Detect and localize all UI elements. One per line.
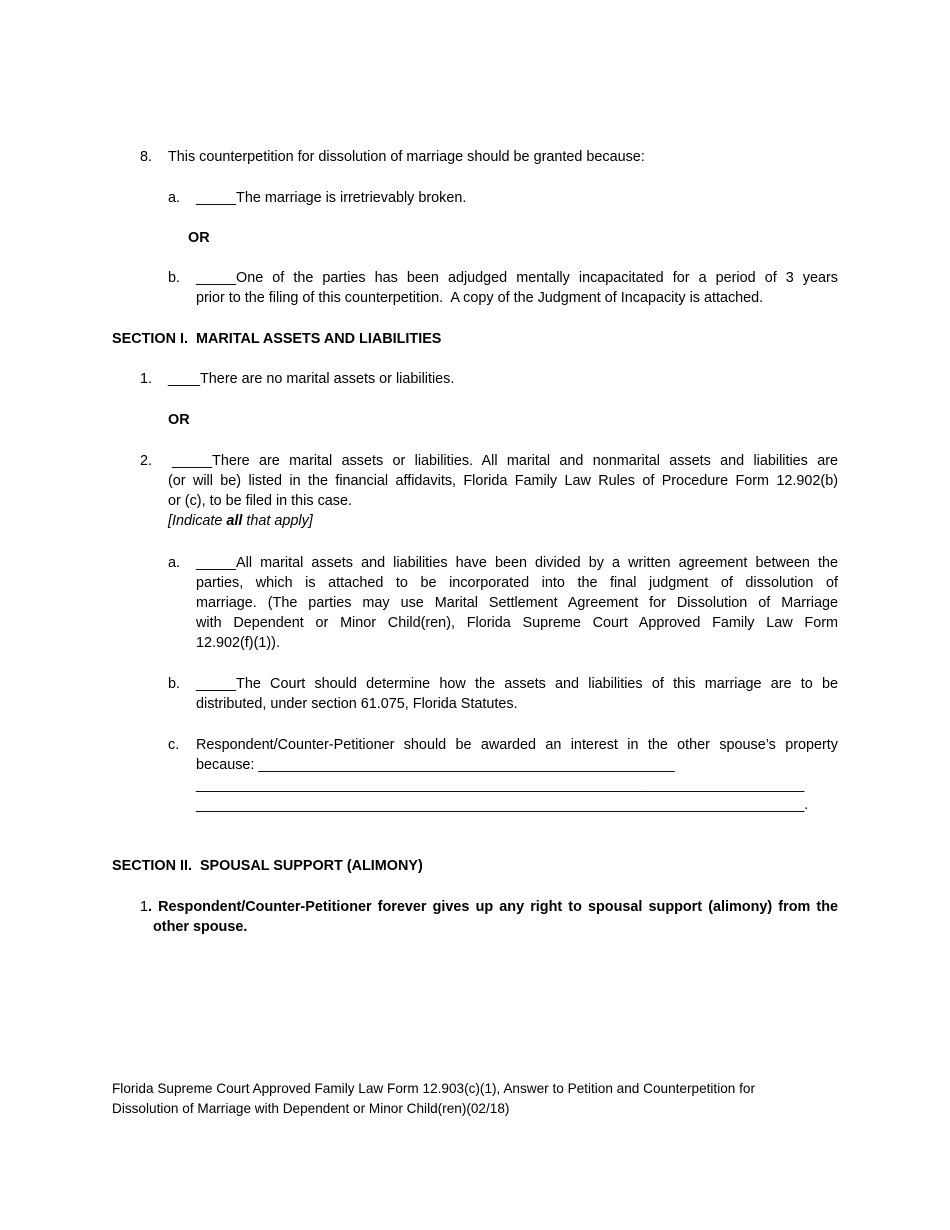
- s1-item-c-line-4[interactable]: ____________________________________________________________________________.: [196, 797, 809, 813]
- s1-item-c-line-3[interactable]: ____________________________________________________________________________: [196, 777, 805, 793]
- section-2-heading: SECTION II. SPOUSAL SUPPORT (ALIMONY): [112, 858, 423, 874]
- indicate-post: that apply]: [242, 513, 313, 529]
- item-8-number: 8.: [140, 149, 153, 165]
- s1-item-a-text-1: All marital assets and liabilities have been divided by a written agreement between the: [236, 555, 838, 571]
- s1-item-c-letter: c.: [168, 737, 180, 753]
- s1-item-a-line-2: parties, which is attached to be incorporated into the final judgment of dissolution of: [196, 575, 838, 591]
- s1-item-b-blank[interactable]: _____: [196, 676, 237, 692]
- item-8a-text: The marriage is irretrievably broken.: [236, 190, 467, 206]
- s1-item-1-text: There are no marital assets or liabilities.: [200, 371, 455, 387]
- item-8-or: OR: [188, 230, 210, 246]
- s1-item-c-line-1: Respondent/Counter-Petitioner should be awarded an interest in the other spouse’s property: [196, 737, 838, 753]
- item-8a-blank[interactable]: _____: [196, 190, 237, 206]
- s1-item-a-line-5: 12.902(f)(1)).: [196, 635, 280, 651]
- s2-item-1-line-1: . Respondent/Counter-Petitioner forever gives up any right to spousal support (alimony) from the: [148, 899, 838, 915]
- s1-item-2-line-1: [172, 451, 838, 471]
- s1-item-2-line-2: (or will be) listed in the financial affidavits, Florida Family Law Rules of Procedure Form 12.902(b): [168, 473, 838, 489]
- footer-line-2: Dissolution of Marriage with Dependent or Minor Child(ren)(02/18): [112, 1101, 510, 1116]
- section-1-or: OR: [168, 412, 190, 428]
- s1-item-a-letter: a.: [168, 555, 181, 571]
- indicate-bold: all: [226, 513, 243, 529]
- s2-item-1-number: 1: [140, 899, 149, 915]
- s1-item-2-text-1: There are marital assets or liabilities. All marital and nonmarital assets and liabilities are: [212, 453, 838, 469]
- section-1-heading: SECTION I. MARITAL ASSETS AND LIABILITIES: [112, 331, 442, 347]
- because-blank[interactable]: ____________________________________________________: [258, 757, 675, 773]
- s1-item-b-line-1: [196, 674, 838, 694]
- footer-line-1: Florida Supreme Court Approved Family Law Form 12.903(c)(1), Answer to Petition and Counterpetition for: [112, 1081, 755, 1096]
- s1-item-1-number: 1.: [140, 371, 153, 387]
- s1-item-2-line-3: or (c), to be filed in this case.: [168, 493, 352, 509]
- s1-item-a-line-4: with Dependent or Minor Child(ren), Florida Supreme Court Approved Family Law Form: [196, 615, 838, 631]
- s1-item-1-line: [168, 369, 454, 389]
- item-8b-text-1: One of the parties has been adjudged mentally incapacitated for a period of 3 years: [236, 270, 838, 286]
- item-8b-line-1: [196, 268, 838, 288]
- s1-item-c-line-2: [196, 755, 675, 775]
- s1-item-1-blank[interactable]: ____: [168, 371, 201, 387]
- item-8-text: This counterpetition for dissolution of marriage should be granted because:: [168, 149, 645, 165]
- s1-item-b-line-2: distributed, under section 61.075, Florida Statutes.: [196, 696, 518, 712]
- s2-item-1-line-2: other spouse.: [153, 919, 248, 935]
- s1-item-2-number: 2.: [140, 453, 153, 469]
- s1-item-2-indicate: [168, 511, 313, 531]
- s1-item-a-line-1: [196, 553, 838, 573]
- s1-item-b-letter: b.: [168, 676, 181, 692]
- item-8b-letter: b.: [168, 270, 181, 286]
- because-label: because:: [196, 757, 259, 773]
- s1-item-2-blank[interactable]: _____: [172, 453, 213, 469]
- s1-item-a-blank[interactable]: _____: [196, 555, 237, 571]
- item-8b-blank[interactable]: _____: [196, 270, 237, 286]
- s1-item-b-text-1: The Court should determine how the assets and liabilities of this marriage are to be: [236, 676, 838, 692]
- s1-item-a-line-3: marriage. (The parties may use Marital Settlement Agreement for Dissolution of Marriage: [196, 595, 838, 611]
- indicate-pre: [Indicate: [168, 513, 227, 529]
- item-8a-letter: a.: [168, 190, 181, 206]
- item-8a-line: [196, 188, 466, 208]
- item-8b-line-2: prior to the filing of this counterpetition. A copy of the Judgment of Incapacity is attached.: [196, 290, 764, 306]
